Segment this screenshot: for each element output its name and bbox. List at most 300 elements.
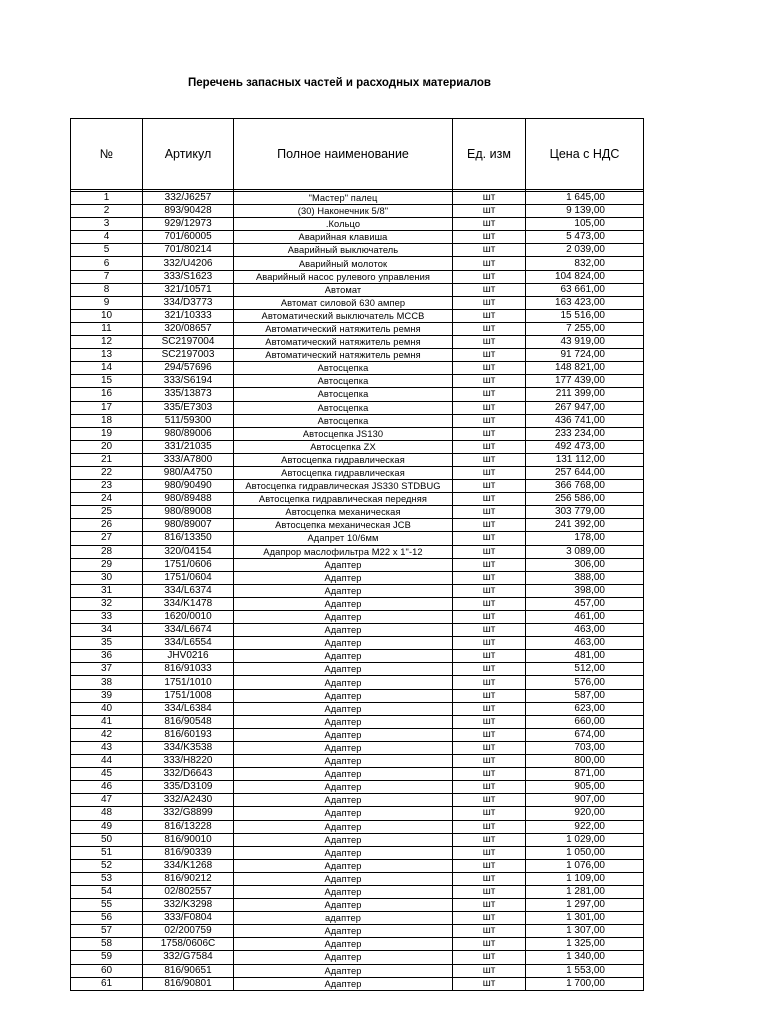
cell-article: 332/G7584 xyxy=(143,951,234,964)
cell-unit: шт xyxy=(453,244,526,257)
cell-name: Адаптер xyxy=(234,964,453,977)
cell-price: 1 325,00 xyxy=(526,938,644,951)
cell-price: 436 741,00 xyxy=(526,414,644,427)
cell-price: 306,00 xyxy=(526,558,644,571)
table-row xyxy=(71,427,644,440)
table-row xyxy=(71,872,644,885)
cell-unit: шт xyxy=(453,322,526,335)
table-row xyxy=(71,833,644,846)
cell-number: 16 xyxy=(71,388,143,401)
cell-article: 320/08657 xyxy=(143,322,234,335)
cell-name: Адаптер xyxy=(234,938,453,951)
cell-unit: шт xyxy=(453,951,526,964)
cell-number: 59 xyxy=(71,951,143,964)
cell-name: Адаптер xyxy=(234,676,453,689)
table-row xyxy=(71,493,644,506)
cell-number: 26 xyxy=(71,519,143,532)
table-row xyxy=(71,571,644,584)
cell-number: 51 xyxy=(71,846,143,859)
cell-name: Адаптер xyxy=(234,663,453,676)
table-row xyxy=(71,257,644,270)
cell-article: 816/13350 xyxy=(143,532,234,545)
cell-article: 980/90490 xyxy=(143,480,234,493)
cell-price: 1 307,00 xyxy=(526,925,644,938)
cell-number: 42 xyxy=(71,728,143,741)
table-row xyxy=(71,414,644,427)
cell-number: 35 xyxy=(71,637,143,650)
cell-number: 32 xyxy=(71,597,143,610)
cell-unit: шт xyxy=(453,218,526,231)
table-row xyxy=(71,545,644,558)
table-row xyxy=(71,663,644,676)
cell-price: 91 724,00 xyxy=(526,349,644,362)
cell-number: 25 xyxy=(71,506,143,519)
cell-price: 660,00 xyxy=(526,715,644,728)
cell-number: 6 xyxy=(71,257,143,270)
cell-unit: шт xyxy=(453,545,526,558)
cell-name: Адаптер xyxy=(234,728,453,741)
cell-number: 23 xyxy=(71,480,143,493)
cell-article: 334/L6384 xyxy=(143,702,234,715)
table-row xyxy=(71,715,644,728)
cell-number: 46 xyxy=(71,781,143,794)
cell-price: 148 821,00 xyxy=(526,362,644,375)
cell-article: 334/L6554 xyxy=(143,637,234,650)
table-row xyxy=(71,741,644,754)
cell-price: 576,00 xyxy=(526,676,644,689)
cell-price: 63 661,00 xyxy=(526,283,644,296)
table-row xyxy=(71,650,644,663)
table-row xyxy=(71,453,644,466)
cell-name: Адаптер xyxy=(234,637,453,650)
cell-article: 980/89008 xyxy=(143,506,234,519)
cell-number: 55 xyxy=(71,899,143,912)
cell-name: Адаптер xyxy=(234,584,453,597)
table-row xyxy=(71,794,644,807)
cell-name: Автосцепка механическая JCB xyxy=(234,519,453,532)
cell-number: 56 xyxy=(71,912,143,925)
cell-name: Автоматический натяжитель ремня xyxy=(234,336,453,349)
cell-article: 1620/0010 xyxy=(143,611,234,624)
cell-price: 800,00 xyxy=(526,755,644,768)
cell-number: 2 xyxy=(71,205,143,218)
cell-unit: шт xyxy=(453,506,526,519)
cell-name: Автоматический выключатель MCCB xyxy=(234,309,453,322)
table-row xyxy=(71,558,644,571)
cell-article: 980/89007 xyxy=(143,519,234,532)
table-row xyxy=(71,283,644,296)
cell-number: 15 xyxy=(71,375,143,388)
table-row xyxy=(71,309,644,322)
cell-unit: шт xyxy=(453,270,526,283)
cell-unit: шт xyxy=(453,480,526,493)
cell-number: 43 xyxy=(71,741,143,754)
cell-article: 332/D6643 xyxy=(143,768,234,781)
table-row xyxy=(71,637,644,650)
table-row xyxy=(71,362,644,375)
table-row xyxy=(71,728,644,741)
table-row xyxy=(71,768,644,781)
cell-number: 34 xyxy=(71,624,143,637)
cell-name: Адаптер xyxy=(234,741,453,754)
cell-name: Автосцепка xyxy=(234,401,453,414)
cell-name: Адаптер xyxy=(234,833,453,846)
cell-name: (30) Наконечник 5/8" xyxy=(234,205,453,218)
cell-article: JHV0216 xyxy=(143,650,234,663)
cell-number: 10 xyxy=(71,309,143,322)
table-row xyxy=(71,676,644,689)
cell-price: 104 824,00 xyxy=(526,270,644,283)
cell-price: 256 586,00 xyxy=(526,493,644,506)
table-row xyxy=(71,466,644,479)
cell-name: Адаптер xyxy=(234,755,453,768)
cell-price: 492 473,00 xyxy=(526,440,644,453)
cell-unit: шт xyxy=(453,336,526,349)
cell-unit: шт xyxy=(453,859,526,872)
cell-unit: шт xyxy=(453,519,526,532)
cell-unit: шт xyxy=(453,846,526,859)
cell-unit: шт xyxy=(453,794,526,807)
cell-article: 331/21035 xyxy=(143,440,234,453)
cell-price: 43 919,00 xyxy=(526,336,644,349)
cell-name: Адаптер xyxy=(234,872,453,885)
cell-name: Автоматический натяжитель ремня xyxy=(234,349,453,362)
table-row xyxy=(71,912,644,925)
header-unit: Ед. изм xyxy=(453,119,526,190)
cell-article: SC2197004 xyxy=(143,336,234,349)
cell-number: 52 xyxy=(71,859,143,872)
cell-number: 47 xyxy=(71,794,143,807)
table-row xyxy=(71,846,644,859)
cell-name: Адаптер xyxy=(234,571,453,584)
cell-unit: шт xyxy=(453,584,526,597)
cell-number: 60 xyxy=(71,964,143,977)
cell-unit: шт xyxy=(453,925,526,938)
cell-name: Автосцепка xyxy=(234,375,453,388)
cell-name: Аварийная клавиша xyxy=(234,231,453,244)
cell-name: Адаптер xyxy=(234,715,453,728)
cell-unit: шт xyxy=(453,637,526,650)
cell-article: 334/L6674 xyxy=(143,624,234,637)
cell-article: 332/K3298 xyxy=(143,899,234,912)
cell-article: 816/90339 xyxy=(143,846,234,859)
cell-name: Автосцепка механическая xyxy=(234,506,453,519)
cell-name: Адаптер xyxy=(234,846,453,859)
table-row xyxy=(71,597,644,610)
cell-number: 17 xyxy=(71,401,143,414)
cell-name: "Мастер" палец xyxy=(234,192,453,205)
document-title: Перечень запасных частей и расходных материалов xyxy=(188,77,491,89)
cell-name: Автосцепка ZX xyxy=(234,440,453,453)
cell-number: 5 xyxy=(71,244,143,257)
cell-price: 211 399,00 xyxy=(526,388,644,401)
cell-price: 105,00 xyxy=(526,218,644,231)
cell-article: 320/04154 xyxy=(143,545,234,558)
cell-article: 02/802557 xyxy=(143,885,234,898)
cell-unit: шт xyxy=(453,676,526,689)
cell-article: 980/89488 xyxy=(143,493,234,506)
cell-name: Автосцепка xyxy=(234,414,453,427)
cell-price: 674,00 xyxy=(526,728,644,741)
cell-number: 48 xyxy=(71,807,143,820)
table-row xyxy=(71,401,644,414)
cell-price: 512,00 xyxy=(526,663,644,676)
cell-price: 587,00 xyxy=(526,689,644,702)
cell-article: 294/57696 xyxy=(143,362,234,375)
cell-price: 15 516,00 xyxy=(526,309,644,322)
header-number: № xyxy=(71,119,143,190)
table-row xyxy=(71,951,644,964)
cell-unit: шт xyxy=(453,388,526,401)
cell-name: Автосцепка гидравлическая передняя xyxy=(234,493,453,506)
cell-article: 701/60005 xyxy=(143,231,234,244)
cell-unit: шт xyxy=(453,309,526,322)
cell-number: 22 xyxy=(71,466,143,479)
cell-price: 623,00 xyxy=(526,702,644,715)
cell-unit: шт xyxy=(453,257,526,270)
cell-number: 38 xyxy=(71,676,143,689)
cell-unit: шт xyxy=(453,912,526,925)
table-row xyxy=(71,781,644,794)
cell-number: 41 xyxy=(71,715,143,728)
cell-article: 816/91033 xyxy=(143,663,234,676)
cell-article: 321/10571 xyxy=(143,283,234,296)
cell-name: Адаптер xyxy=(234,859,453,872)
cell-unit: шт xyxy=(453,427,526,440)
table-row xyxy=(71,244,644,257)
table-row xyxy=(71,925,644,938)
cell-number: 4 xyxy=(71,231,143,244)
cell-price: 2 039,00 xyxy=(526,244,644,257)
cell-unit: шт xyxy=(453,741,526,754)
cell-unit: шт xyxy=(453,820,526,833)
cell-article: SC2197003 xyxy=(143,349,234,362)
cell-name: Адаптер xyxy=(234,899,453,912)
cell-unit: шт xyxy=(453,872,526,885)
table-row xyxy=(71,205,644,218)
cell-article: 701/80214 xyxy=(143,244,234,257)
cell-unit: шт xyxy=(453,807,526,820)
cell-unit: шт xyxy=(453,611,526,624)
table-row xyxy=(71,938,644,951)
cell-name: Автосцепка xyxy=(234,362,453,375)
cell-name: .Кольцо xyxy=(234,218,453,231)
cell-number: 57 xyxy=(71,925,143,938)
cell-article: 1751/0604 xyxy=(143,571,234,584)
cell-unit: шт xyxy=(453,899,526,912)
table-row xyxy=(71,336,644,349)
cell-unit: шт xyxy=(453,401,526,414)
header-full-name: Полное наименование xyxy=(234,119,453,190)
cell-article: 1751/1008 xyxy=(143,689,234,702)
table-row xyxy=(71,349,644,362)
table-row xyxy=(71,440,644,453)
cell-unit: шт xyxy=(453,349,526,362)
cell-name: Адаптер xyxy=(234,624,453,637)
cell-article: 816/60193 xyxy=(143,728,234,741)
cell-price: 905,00 xyxy=(526,781,644,794)
cell-price: 1 109,00 xyxy=(526,872,644,885)
table-row xyxy=(71,192,644,205)
cell-price: 871,00 xyxy=(526,768,644,781)
table-body xyxy=(71,190,644,991)
cell-number: 44 xyxy=(71,755,143,768)
cell-number: 40 xyxy=(71,702,143,715)
cell-name: Адаптер xyxy=(234,558,453,571)
cell-article: 816/90548 xyxy=(143,715,234,728)
cell-article: 1758/0606C xyxy=(143,938,234,951)
cell-number: 45 xyxy=(71,768,143,781)
cell-number: 49 xyxy=(71,820,143,833)
cell-article: 816/90212 xyxy=(143,872,234,885)
cell-number: 29 xyxy=(71,558,143,571)
cell-unit: шт xyxy=(453,466,526,479)
cell-price: 177 439,00 xyxy=(526,375,644,388)
cell-unit: шт xyxy=(453,558,526,571)
cell-article: 335/E7303 xyxy=(143,401,234,414)
cell-name: Автосцепка xyxy=(234,388,453,401)
cell-number: 1 xyxy=(71,192,143,205)
table-row xyxy=(71,506,644,519)
cell-name: Автомат xyxy=(234,283,453,296)
cell-number: 24 xyxy=(71,493,143,506)
cell-price: 257 644,00 xyxy=(526,466,644,479)
cell-unit: шт xyxy=(453,414,526,427)
cell-name: адаптер xyxy=(234,912,453,925)
cell-article: 816/90010 xyxy=(143,833,234,846)
table-row xyxy=(71,964,644,977)
cell-price: 922,00 xyxy=(526,820,644,833)
cell-article: 332/A2430 xyxy=(143,794,234,807)
cell-name: Автосцепка гидравлическая xyxy=(234,466,453,479)
table-row xyxy=(71,231,644,244)
cell-article: 334/D3773 xyxy=(143,296,234,309)
cell-unit: шт xyxy=(453,231,526,244)
cell-unit: шт xyxy=(453,938,526,951)
table-row xyxy=(71,270,644,283)
cell-price: 1 029,00 xyxy=(526,833,644,846)
table-row xyxy=(71,689,644,702)
table-row xyxy=(71,702,644,715)
cell-unit: шт xyxy=(453,755,526,768)
cell-price: 131 112,00 xyxy=(526,453,644,466)
cell-number: 9 xyxy=(71,296,143,309)
cell-unit: шт xyxy=(453,715,526,728)
cell-number: 53 xyxy=(71,872,143,885)
cell-number: 61 xyxy=(71,977,143,990)
cell-name: Автомат силовой 630 ампер xyxy=(234,296,453,309)
cell-number: 12 xyxy=(71,336,143,349)
cell-number: 37 xyxy=(71,663,143,676)
cell-price: 178,00 xyxy=(526,532,644,545)
cell-article: 334/K1268 xyxy=(143,859,234,872)
table-row xyxy=(71,584,644,597)
cell-price: 1 645,00 xyxy=(526,192,644,205)
cell-article: 1751/0606 xyxy=(143,558,234,571)
cell-number: 11 xyxy=(71,322,143,335)
cell-number: 39 xyxy=(71,689,143,702)
cell-price: 3 089,00 xyxy=(526,545,644,558)
header-row xyxy=(71,119,644,190)
table-header xyxy=(71,119,644,190)
cell-article: 333/S1623 xyxy=(143,270,234,283)
cell-article: 333/S6194 xyxy=(143,375,234,388)
cell-price: 703,00 xyxy=(526,741,644,754)
cell-name: Автосцепка гидравлическая JS330 STDBUG xyxy=(234,480,453,493)
cell-article: 334/K1478 xyxy=(143,597,234,610)
cell-number: 21 xyxy=(71,453,143,466)
header-price: Цена с НДС xyxy=(526,119,644,190)
cell-unit: шт xyxy=(453,964,526,977)
cell-name: Аварийный насос рулевого управления xyxy=(234,270,453,283)
cell-price: 1 297,00 xyxy=(526,899,644,912)
table-row xyxy=(71,755,644,768)
cell-number: 20 xyxy=(71,440,143,453)
cell-name: Автосцепка гидравлическая xyxy=(234,453,453,466)
cell-number: 58 xyxy=(71,938,143,951)
cell-unit: шт xyxy=(453,493,526,506)
cell-name: Адаптер xyxy=(234,951,453,964)
cell-price: 1 301,00 xyxy=(526,912,644,925)
cell-price: 481,00 xyxy=(526,650,644,663)
cell-name: Адаптер xyxy=(234,597,453,610)
cell-price: 1 281,00 xyxy=(526,885,644,898)
cell-unit: шт xyxy=(453,296,526,309)
cell-unit: шт xyxy=(453,781,526,794)
cell-number: 14 xyxy=(71,362,143,375)
cell-unit: шт xyxy=(453,663,526,676)
cell-price: 398,00 xyxy=(526,584,644,597)
cell-price: 461,00 xyxy=(526,611,644,624)
cell-name: Адаптер xyxy=(234,807,453,820)
cell-name: Аварийный выключатель xyxy=(234,244,453,257)
cell-unit: шт xyxy=(453,532,526,545)
cell-unit: шт xyxy=(453,597,526,610)
cell-unit: шт xyxy=(453,728,526,741)
cell-name: Аварийный молоток xyxy=(234,257,453,270)
cell-price: 1 340,00 xyxy=(526,951,644,964)
table-row xyxy=(71,885,644,898)
cell-price: 9 139,00 xyxy=(526,205,644,218)
cell-name: Адаптер xyxy=(234,702,453,715)
cell-unit: шт xyxy=(453,650,526,663)
cell-name: Адаптер xyxy=(234,650,453,663)
table-row xyxy=(71,480,644,493)
cell-article: 335/13873 xyxy=(143,388,234,401)
cell-article: 333/F0804 xyxy=(143,912,234,925)
table-row xyxy=(71,977,644,990)
cell-number: 7 xyxy=(71,270,143,283)
table-row xyxy=(71,375,644,388)
cell-name: Адаптер xyxy=(234,885,453,898)
cell-price: 463,00 xyxy=(526,624,644,637)
cell-article: 816/90801 xyxy=(143,977,234,990)
cell-name: Адаптер xyxy=(234,768,453,781)
cell-unit: шт xyxy=(453,702,526,715)
cell-article: 333/H8220 xyxy=(143,755,234,768)
table-row xyxy=(71,820,644,833)
cell-price: 267 947,00 xyxy=(526,401,644,414)
table-row xyxy=(71,611,644,624)
cell-unit: шт xyxy=(453,885,526,898)
cell-article: 1751/1010 xyxy=(143,676,234,689)
cell-price: 457,00 xyxy=(526,597,644,610)
table-row xyxy=(71,532,644,545)
cell-article: 332/J6257 xyxy=(143,192,234,205)
header-article: Артикул xyxy=(143,119,234,190)
table-row xyxy=(71,807,644,820)
table-row xyxy=(71,218,644,231)
